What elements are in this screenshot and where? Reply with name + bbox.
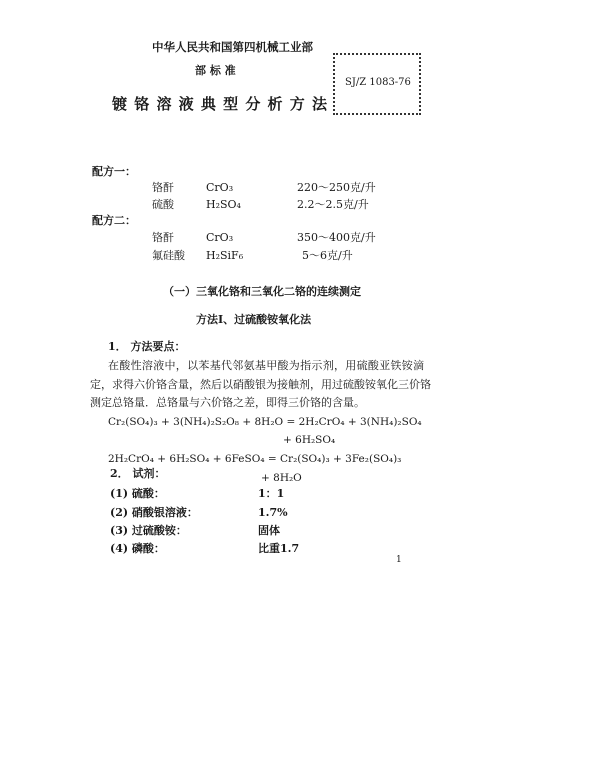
- formula-1-row-1-name: 铬酐: [152, 181, 174, 194]
- reagent-1-label: (1) 硫酸：: [110, 487, 165, 500]
- part1-line-2: 定，求得六价铬含量，然后以硝酸银为接触剂，用过硫酸铵氧化三价铬: [90, 378, 431, 391]
- document-title: 镀 铬 溶 液 典 型 分 析 方 法: [112, 95, 329, 113]
- formula-2-row-1-formula: CrO₃: [206, 231, 234, 244]
- equation-2-continued: + 8H₂O: [261, 472, 302, 484]
- formula-1-row-2-amount: 2.2～2.5克/升: [297, 198, 369, 211]
- reagent-3-label: (3) 过硫酸铵：: [110, 524, 187, 537]
- reagent-2-label: (2) 硝酸银溶液：: [110, 506, 198, 519]
- formula-1-row-1-amount: 220～250克/升: [297, 181, 376, 194]
- formula-2-label: 配方二：: [92, 214, 136, 227]
- equation-1-continued: + 6H₂SO₄: [283, 434, 336, 446]
- reagent-1-value: 1：1: [258, 487, 285, 500]
- part1-heading: 1． 方法要点：: [108, 340, 186, 353]
- standard-number: SJ/Z 1083-76: [345, 77, 411, 88]
- equation-2: 2H₂CrO₄ + 6H₂SO₄ + 6FeSO₄ = Cr₂(SO₄)₃ + 3Fe₂(SO₄)₃: [108, 453, 402, 465]
- reagent-3-value: 固体: [258, 524, 280, 537]
- section-heading: （一）三氧化铬和三氧化二铬的连续测定: [163, 285, 361, 298]
- reagent-4-value: 比重1.7: [258, 542, 300, 555]
- formula-2-row-2-name: 氟硅酸: [152, 249, 185, 262]
- formula-2-row-1-name: 铬酐: [152, 231, 174, 244]
- page-number: 1: [396, 555, 402, 565]
- standard-number-box: [333, 53, 421, 115]
- ministry-name: 中华人民共和国第四机械工业部: [152, 40, 313, 54]
- reagent-2-value: 1.7%: [258, 506, 288, 519]
- formula-1-row-2-name: 硫酸: [152, 198, 174, 211]
- formula-2-row-2-amount: 5～6克/升: [302, 249, 353, 262]
- formula-1-row-2-formula: H₂SO₄: [206, 198, 241, 211]
- part1-line-3: 测定总铬量．总铬量与六价铬之差，即得三价铬的含量。: [90, 396, 365, 409]
- equation-1: Cr₂(SO₄)₃ + 3(NH₄)₂S₂O₈ + 8H₂O = 2H₂CrO₄ + 3(NH₄)₂SO₄: [108, 416, 422, 428]
- formula-1-row-1-formula: CrO₃: [206, 181, 234, 194]
- standard-type: 部 标 准: [195, 64, 236, 77]
- method-heading: 方法Ⅰ、过硫酸铵氧化法: [196, 313, 312, 326]
- part1-line-1: 在酸性溶液中，以苯基代邻氨基甲酸为指示剂，用硫酸亚铁铵滴: [108, 359, 425, 372]
- formula-1-label: 配方一：: [92, 165, 136, 178]
- formula-2-row-2-formula: H₂SiF₆: [206, 249, 244, 262]
- formula-2-row-1-amount: 350～400克/升: [297, 231, 376, 244]
- part2-heading: 2． 试剂：: [110, 467, 166, 480]
- reagent-4-label: (4) 磷酸：: [110, 542, 165, 555]
